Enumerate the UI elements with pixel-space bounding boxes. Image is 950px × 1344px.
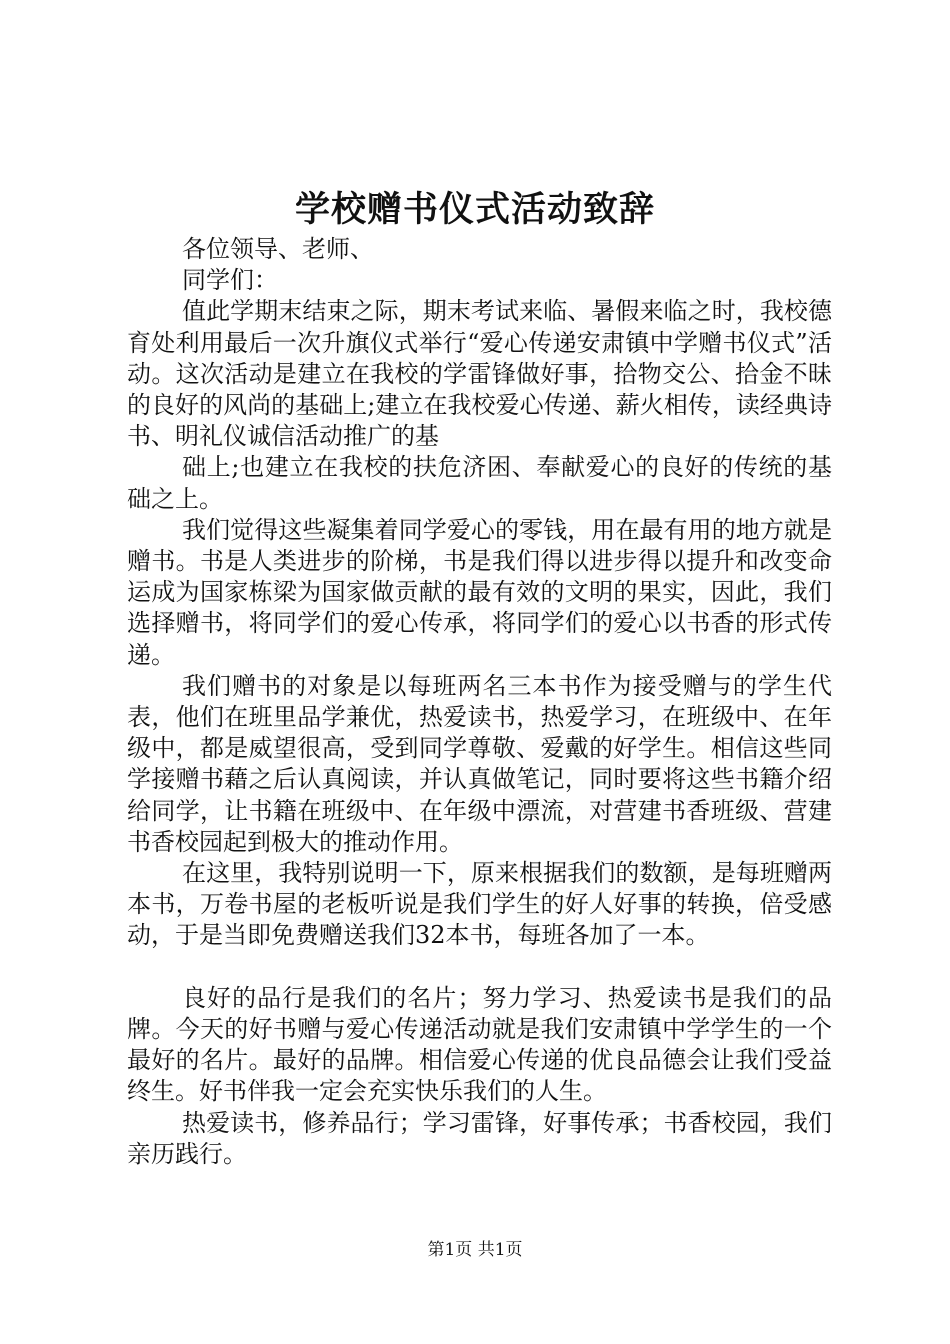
document-body xyxy=(127,234,832,1170)
body-paragraph: 在这里，我特别说明一下，原来根据我们的数额，是每班赠两本书，万卷书屋的老板听说是我们学生的好人好事的转换，倍受感动，于是当即免费赠送我们32本书，每班各加了一本。 xyxy=(127,859,832,950)
body-paragraph: 良好的品行是我们的名片；努力学习、热爱读书是我们的品牌。今天的好书赠与爱心传递活动就是我们安肃镇中学学生的一个最好的名片。最好的品牌。相信爱心传递的优良品德会让我们受益终生。好书伴我一定会充实快乐我们的人生。 xyxy=(127,983,832,1106)
body-paragraph: 热爱读书，修养品行；学习雷锋，好事传承；书香校园，我们亲历践行。 xyxy=(127,1108,832,1168)
greeting-line: 同学们： xyxy=(182,266,278,295)
body-paragraph: 我们赠书的对象是以每班两名三本书作为接受赠与的学生代表，他们在班里品学兼优，热爱读书，热爱学习，在班级中、在年级中，都是威望很高，受到同学尊敬、爱戴的好学生。相信这些同学接赠书藉之后认真阅读，并认真做笔记，同时要将这些书籍介绍给同学，让书籍在班级中、在年级中漂流，对营建书香班级、营建书香校园起到极大的推动作用。 xyxy=(127,671,832,856)
page-footer: 第1页 共1页 xyxy=(427,1240,523,1260)
body-paragraph: 础上;也建立在我校的扶危济困、奉献爱心的良好的传统的基础之上。 xyxy=(127,453,832,513)
document-title: 学校赠书仪式活动致辞 xyxy=(294,189,655,230)
body-paragraph: 值此学期末结束之际，期末考试来临、暑假来临之时，我校德育处利用最后一次升旗仪式举行“爱心传递安肃镇中学赠书仪式”活动。这次活动是建立在我校的学雷锋做好事，拾物交公、拾金不昧的良好的风尚的基础上;建立在我校爱心传递、薪火相传，读经典诗书、明礼仪诚信活动推广的基 xyxy=(127,297,832,451)
paragraph-spacer xyxy=(127,952,832,983)
greeting-line: 各位领导、老师、 xyxy=(182,235,374,263)
body-paragraph: 我们觉得这些凝集着同学爱心的零钱，用在最有用的地方就是赠书。书是人类进步的阶梯，书是我们得以进步得以提升和改变命运成为国家栋梁为国家做贡献的最有效的文明的果实，因此，我们选择赠书，将同学们的爱心传承，将同学们的爱心以书香的形式传递。 xyxy=(127,515,832,669)
